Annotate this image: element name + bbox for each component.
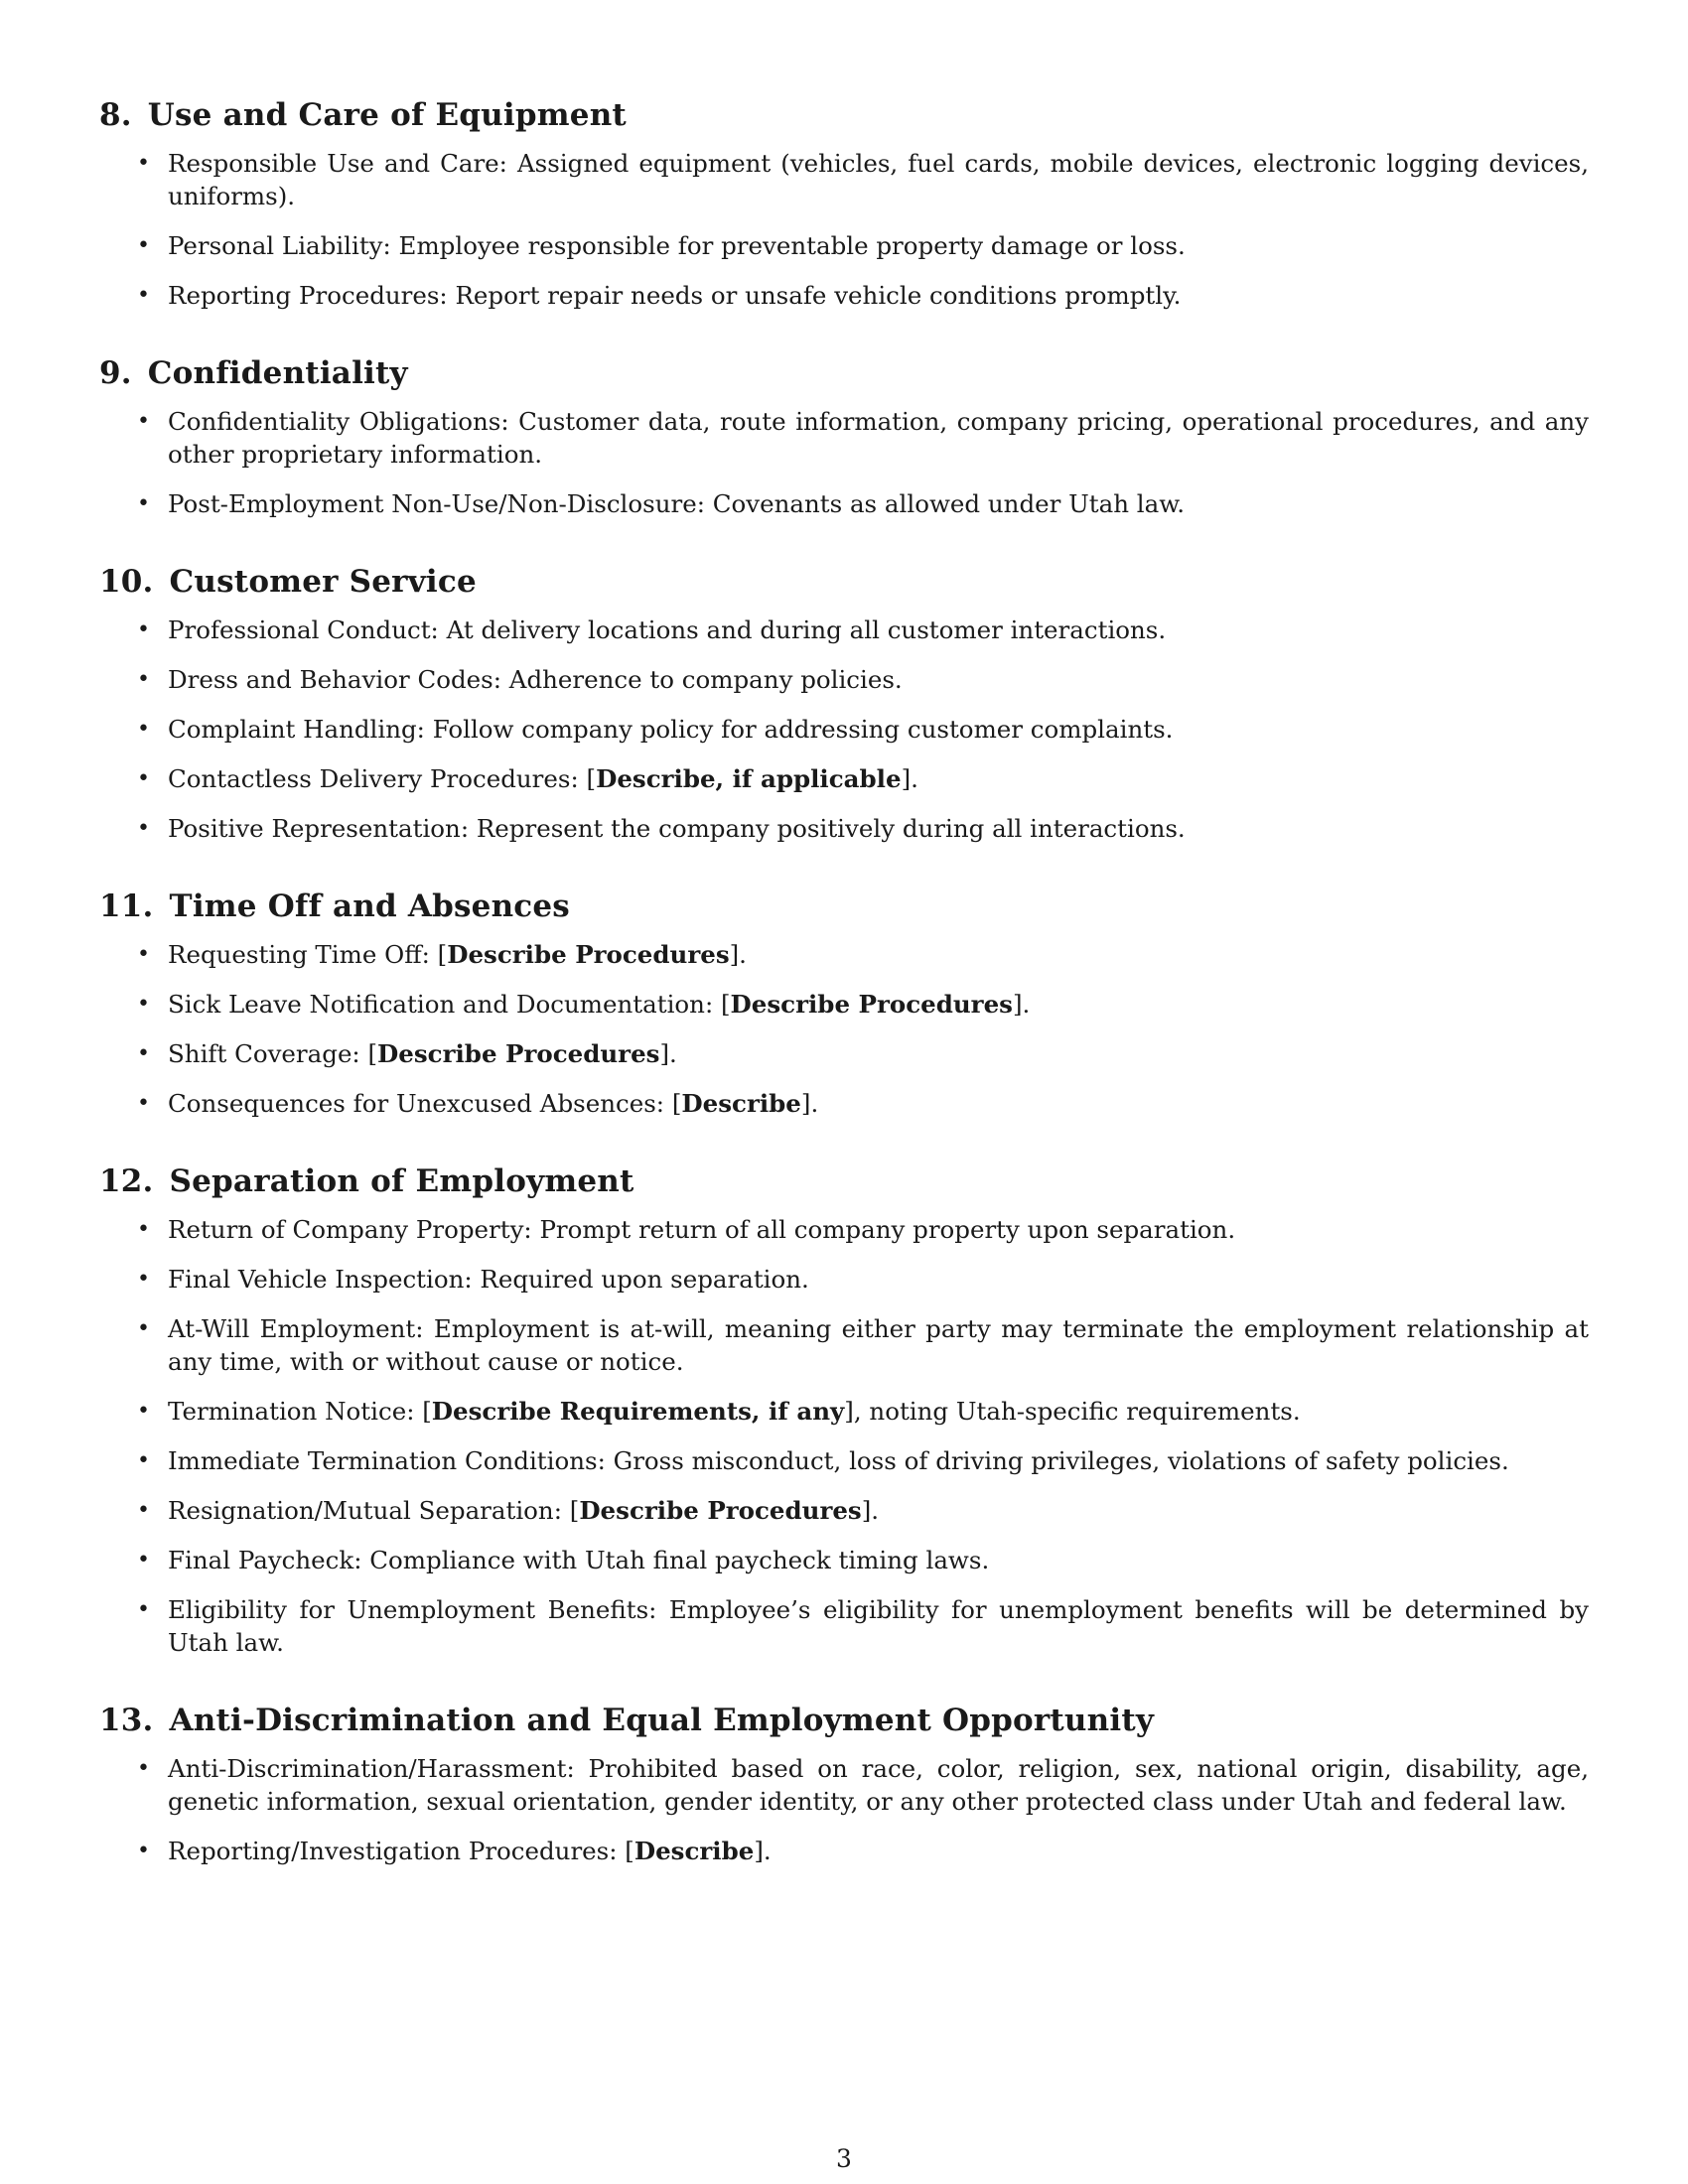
placeholder-text: Describe Requirements, if any xyxy=(431,1397,845,1426)
list-item xyxy=(99,279,1589,312)
item-text: Anti-Discrimination/Harassment: Prohibited based on race, color, religion, sex, national origin, disability, age, genetic information, sexual orientation, gender identity, or any other protected class under Utah and federal law. xyxy=(168,1754,1589,1816)
item-text: Reporting Procedures: Report repair needs or unsafe vehicle conditions promptly. xyxy=(168,281,1182,310)
item-text-after: ]. xyxy=(861,1496,880,1525)
item-text: At-Will Employment: Employment is at-will, meaning either party may terminate the employment relationship at any time, with or without cause or notice. xyxy=(168,1314,1589,1376)
list-item xyxy=(99,1593,1589,1659)
section-number: 8. xyxy=(99,97,132,133)
placeholder-text: Describe xyxy=(681,1089,801,1118)
section-heading xyxy=(99,1160,1589,1203)
item-text: Confidentiality Obligations: Customer data, route information, company pricing, operational procedures, and any other proprietary information. xyxy=(168,407,1589,469)
item-text: Reporting/Investigation Procedures: [ xyxy=(168,1837,634,1865)
section-anti-discrimination-eeo xyxy=(99,1699,1589,1867)
list-item xyxy=(99,1037,1589,1070)
document-page xyxy=(99,93,1589,1907)
item-text: Post-Employment Non-Use/Non-Disclosure: Covenants as allowed under Utah law. xyxy=(168,489,1186,518)
section-number: 13. xyxy=(99,1703,154,1738)
section-use-and-care-of-equipment xyxy=(99,93,1589,312)
section-heading xyxy=(99,1699,1589,1742)
section-number: 9. xyxy=(99,355,132,391)
bullet-list xyxy=(99,405,1589,520)
placeholder-text: Describe, if applicable xyxy=(596,764,902,793)
item-text: Final Paycheck: Compliance with Utah final paycheck timing laws. xyxy=(168,1546,990,1574)
item-text: Consequences for Unexcused Absences: [ xyxy=(168,1089,682,1118)
placeholder-text: Describe xyxy=(633,1837,755,1865)
bullet-list xyxy=(99,147,1589,312)
list-item xyxy=(99,1213,1589,1246)
bullet-list xyxy=(99,1752,1589,1867)
item-text: Final Vehicle Inspection: Required upon separation. xyxy=(168,1265,809,1294)
section-heading xyxy=(99,885,1589,928)
list-item xyxy=(99,1835,1589,1867)
list-item xyxy=(99,713,1589,746)
section-title: Confidentiality xyxy=(147,355,408,391)
bullet-list xyxy=(99,938,1589,1120)
item-text: Complaint Handling: Follow company policy for addressing customer complaints. xyxy=(168,715,1174,744)
section-customer-service xyxy=(99,560,1589,845)
section-separation-of-employment xyxy=(99,1160,1589,1659)
list-item xyxy=(99,1263,1589,1296)
list-item xyxy=(99,938,1589,971)
section-time-off-and-absences xyxy=(99,885,1589,1120)
section-title: Separation of Employment xyxy=(169,1163,634,1199)
placeholder-text: Describe Procedures xyxy=(730,990,1013,1019)
item-text-after: ], noting Utah-specific requirements. xyxy=(844,1397,1301,1426)
list-item xyxy=(99,229,1589,262)
section-number: 12. xyxy=(99,1163,154,1199)
list-item xyxy=(99,1395,1589,1428)
list-item xyxy=(99,487,1589,520)
list-item xyxy=(99,1444,1589,1477)
placeholder-text: Describe Procedures xyxy=(377,1039,660,1068)
list-item xyxy=(99,147,1589,212)
bullet-list xyxy=(99,614,1589,845)
item-text-after: ]. xyxy=(659,1039,677,1068)
page-number: 3 xyxy=(836,2144,852,2173)
section-title: Anti-Discrimination and Equal Employment Opportunity xyxy=(169,1703,1155,1738)
list-item xyxy=(99,1544,1589,1576)
item-text: Contactless Delivery Procedures: [ xyxy=(168,764,597,793)
item-text: Resignation/Mutual Separation: [ xyxy=(168,1496,580,1525)
item-text: Requesting Time Off: [ xyxy=(168,940,448,969)
item-text-after: ]. xyxy=(901,764,918,793)
item-text-after: ]. xyxy=(1012,990,1031,1019)
section-confidentiality xyxy=(99,351,1589,520)
item-text: Positive Representation: Represent the company positively during all interactions. xyxy=(168,814,1186,843)
list-item xyxy=(99,1494,1589,1527)
item-text: Immediate Termination Conditions: Gross misconduct, loss of driving privileges, violations of safety policies. xyxy=(168,1446,1509,1475)
item-text: Termination Notice: [ xyxy=(168,1397,432,1426)
item-text: Eligibility for Unemployment Benefits: Employee’s eligibility for unemployment benefits will be determined by Utah law. xyxy=(168,1595,1589,1657)
item-text-after: ]. xyxy=(729,940,747,969)
list-item xyxy=(99,1752,1589,1818)
item-text: Shift Coverage: [ xyxy=(168,1039,378,1068)
placeholder-text: Describe Procedures xyxy=(579,1496,862,1525)
list-item xyxy=(99,614,1589,646)
section-number: 10. xyxy=(99,564,154,600)
item-text: Sick Leave Notification and Documentation: [ xyxy=(168,990,731,1019)
item-text-after: ]. xyxy=(800,1089,819,1118)
item-text: Return of Company Property: Prompt return of all company property upon separation. xyxy=(168,1215,1236,1244)
item-text-after: ]. xyxy=(754,1837,772,1865)
list-item xyxy=(99,1312,1589,1378)
item-text: Professional Conduct: At delivery locations and during all customer interactions. xyxy=(168,615,1167,644)
section-title: Customer Service xyxy=(169,564,477,600)
item-text: Personal Liability: Employee responsible for preventable property damage or loss. xyxy=(168,231,1186,260)
section-heading xyxy=(99,351,1589,395)
section-heading xyxy=(99,560,1589,604)
list-item xyxy=(99,1087,1589,1120)
section-title: Use and Care of Equipment xyxy=(147,97,627,133)
item-text: Dress and Behavior Codes: Adherence to company policies. xyxy=(168,665,903,694)
placeholder-text: Describe Procedures xyxy=(447,940,730,969)
list-item xyxy=(99,405,1589,471)
list-item xyxy=(99,663,1589,696)
section-heading xyxy=(99,93,1589,137)
section-title: Time Off and Absences xyxy=(169,888,570,924)
list-item xyxy=(99,812,1589,845)
list-item xyxy=(99,762,1589,795)
item-text: Responsible Use and Care: Assigned equipment (vehicles, fuel cards, mobile devices, electronic logging devices, uniforms). xyxy=(168,149,1589,210)
list-item xyxy=(99,988,1589,1021)
bullet-list xyxy=(99,1213,1589,1659)
section-number: 11. xyxy=(99,888,154,924)
